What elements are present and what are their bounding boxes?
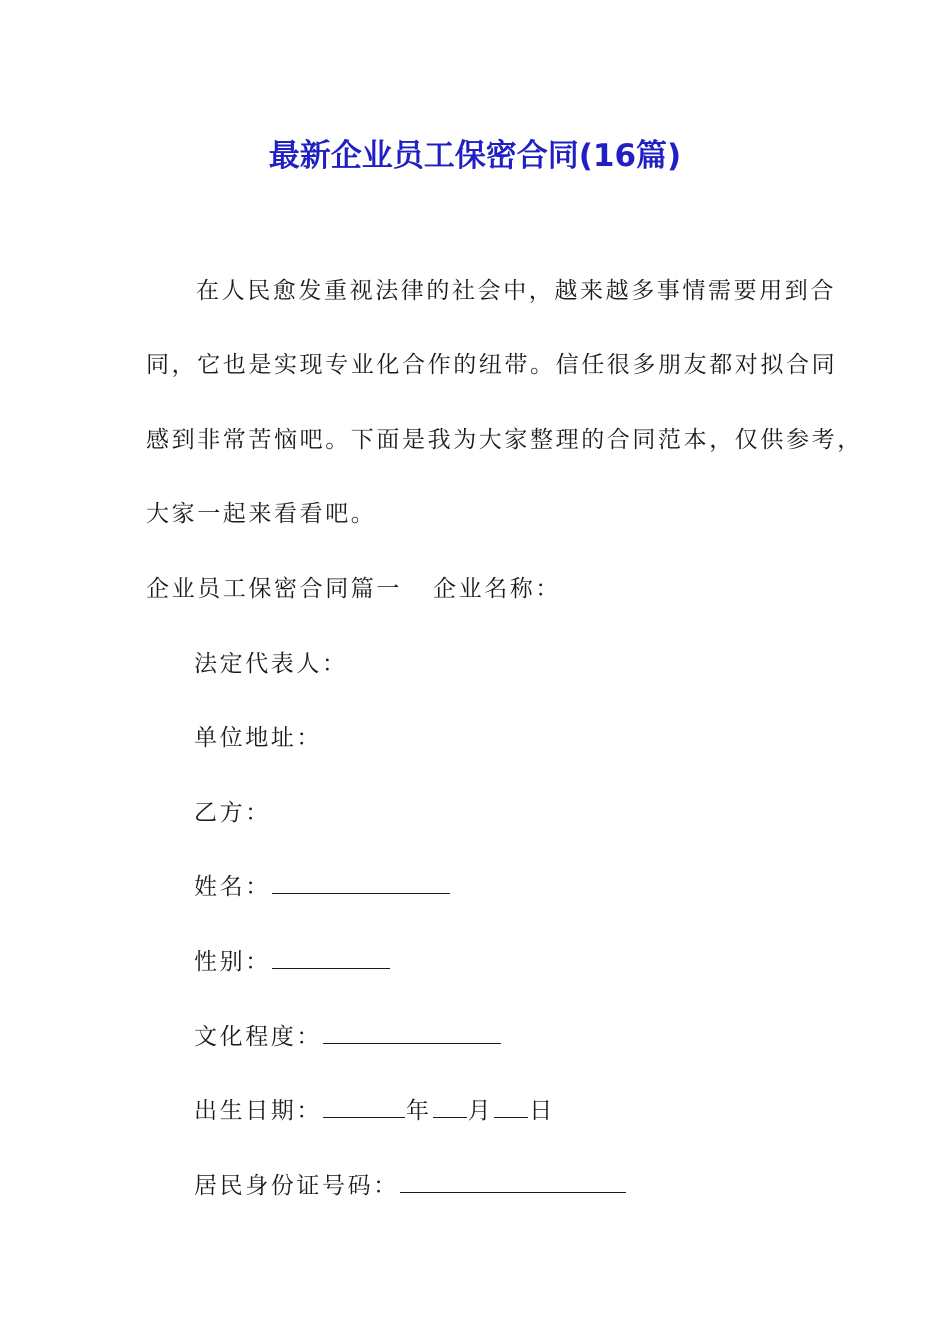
id-number-blank [400,1172,626,1193]
company-name-label: 企业名称： [433,576,561,602]
month-blank [433,1097,467,1118]
legal-representative-label: 法定代表人： [194,651,348,677]
intro-line-3: 感到非常苦恼吧。下面是我为大家整理的合同范本，仅供参考， [146,427,863,453]
intro-line-4: 大家一起来看看吧。 [146,501,377,527]
intro-line-1: 在人民愈发重视法律的社会中，越来越多事情需要用到合 [196,278,836,304]
year-label: 年 [406,1098,432,1124]
year-blank [323,1097,405,1118]
birth-date-field [194,1092,555,1125]
month-label: 月 [467,1098,494,1124]
name-blank [272,873,450,894]
party-b-label: 乙方： [194,800,271,826]
section-heading: 企业员工保密合同篇一 [146,576,402,602]
education-field [194,1018,502,1051]
name-label: 姓名： [194,874,271,900]
name-field [194,868,451,901]
birth-date-label: 出生日期： [194,1098,322,1124]
id-number-label: 居民身份证号码： [194,1173,399,1199]
gender-field [194,943,391,976]
day-blank [494,1097,528,1118]
address-label: 单位地址： [194,725,322,751]
document-title: 最新企业员工保密合同(16篇) [268,138,682,174]
gender-label: 性别： [194,949,271,975]
day-label: 日 [529,1098,555,1124]
gender-blank [272,948,390,969]
education-blank [323,1023,501,1044]
education-label: 文化程度： [194,1024,322,1050]
id-number-field [194,1167,627,1200]
intro-line-2: 同，它也是实现专业化合作的纽带。信任很多朋友都对拟合同 [146,352,838,378]
